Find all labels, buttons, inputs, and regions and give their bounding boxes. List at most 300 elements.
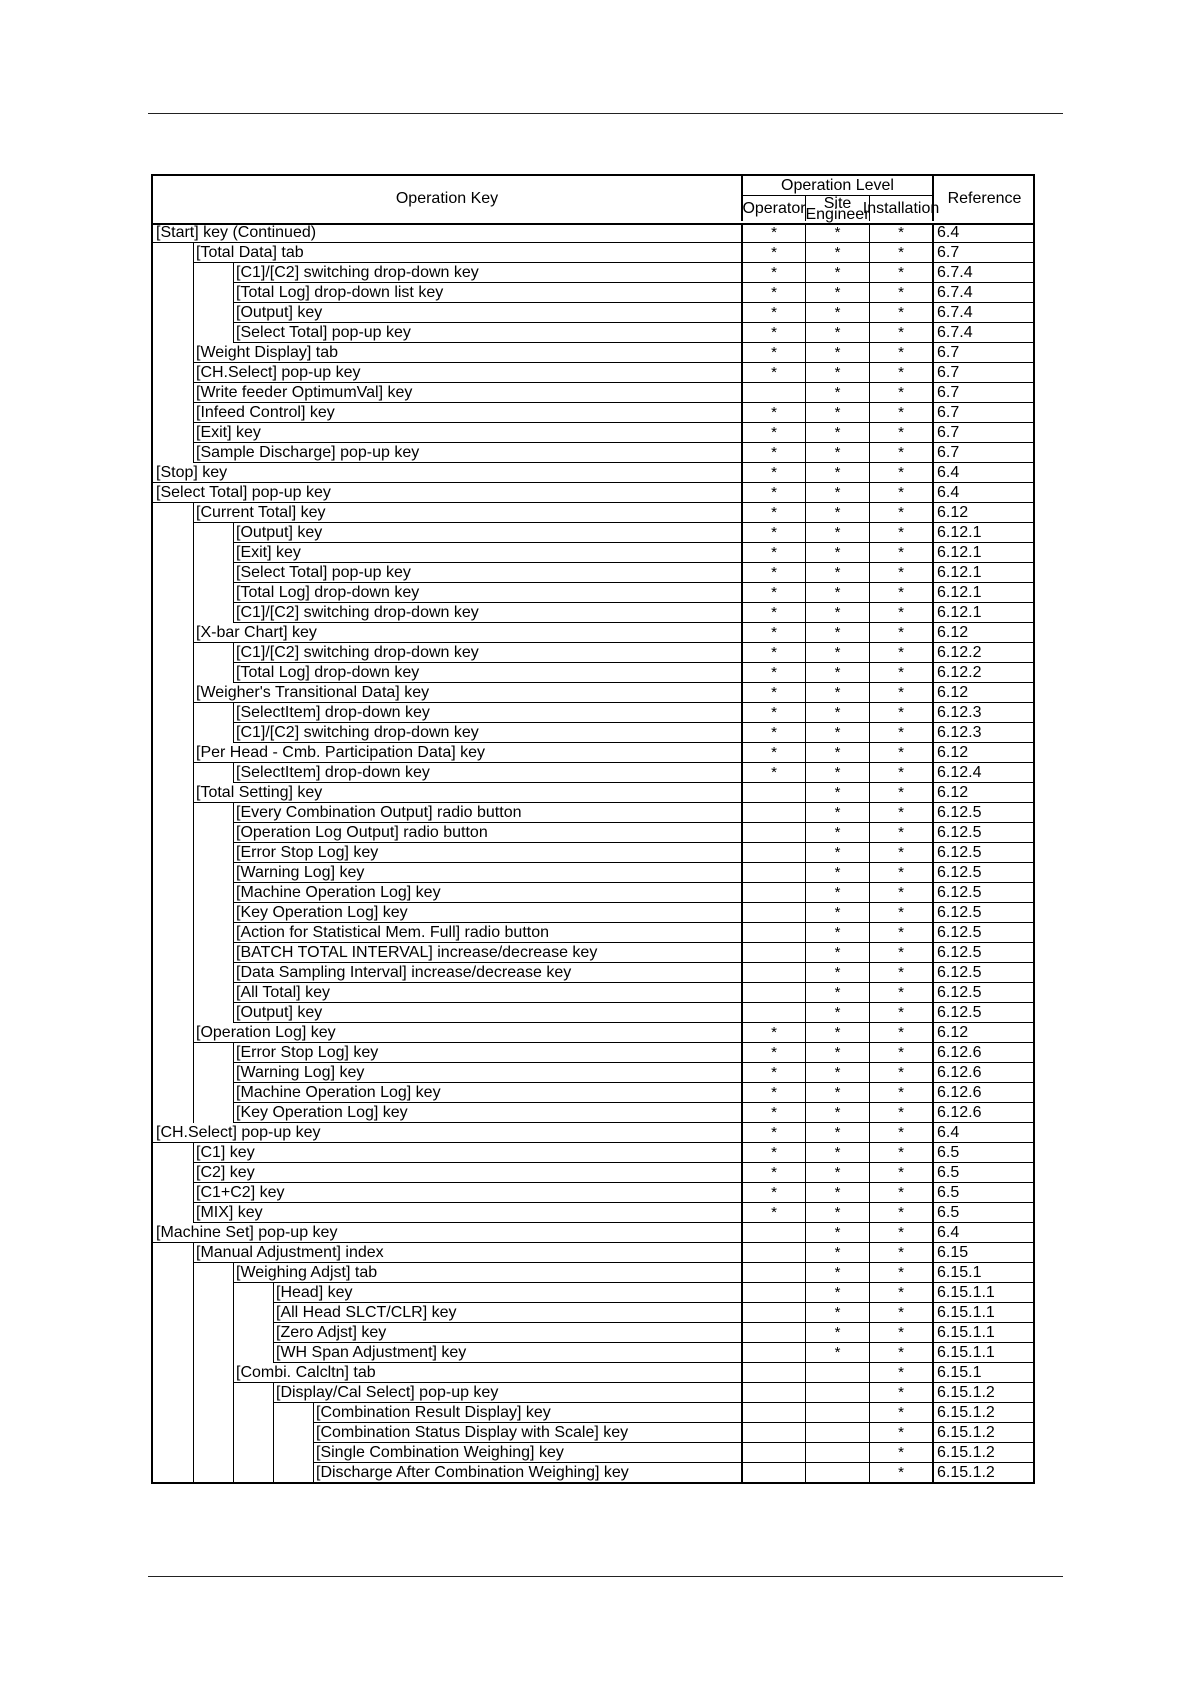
table-row: [153, 1383, 1033, 1403]
table-row: [153, 383, 1033, 403]
installation-level-cell: *: [870, 323, 934, 343]
reference-cell: 6.12.3: [934, 703, 1035, 723]
reference-cell: 6.15.1.2: [934, 1443, 1035, 1463]
operation-key-cell: [153, 1123, 743, 1143]
table-row: [153, 283, 1033, 303]
operation-key-label: [All Head SLCT/CLR] key: [273, 1303, 741, 1323]
operation-key-cell: [153, 543, 743, 563]
reference-cell: 6.12.1: [934, 543, 1035, 563]
indent-guide: [193, 1043, 194, 1063]
operator-level-cell: *: [743, 443, 806, 463]
site-engineer-level-cell: *: [806, 303, 870, 323]
operator-level-cell: *: [743, 1123, 806, 1143]
installation-level-cell: *: [870, 1003, 934, 1023]
table-row: [153, 603, 1033, 623]
reference-cell: 6.15.1: [934, 1263, 1035, 1283]
indent-guide: [193, 1103, 194, 1123]
operation-key-label: [Data Sampling Interval] increase/decrease key: [233, 963, 741, 983]
site-engineer-level-cell: *: [806, 1143, 870, 1163]
operation-key-cell: [153, 663, 743, 683]
operation-key-cell: [153, 263, 743, 283]
reference-cell: 6.12: [934, 1023, 1035, 1043]
site-engineer-level-cell: [806, 1423, 870, 1443]
reference-cell: 6.12.2: [934, 643, 1035, 663]
operation-key-cell: [153, 443, 743, 463]
operation-key-label: [Start] key (Continued): [153, 223, 741, 243]
operation-key-cell: [153, 763, 743, 783]
operator-level-cell: *: [743, 483, 806, 503]
table-row: [153, 1123, 1033, 1143]
operation-key-cell: [153, 343, 743, 363]
reference-cell: 6.5: [934, 1143, 1035, 1163]
operation-key-label: [MIX] key: [193, 1203, 741, 1223]
table-row: [153, 1263, 1033, 1283]
site-engineer-level-cell: *: [806, 943, 870, 963]
reference-cell: 6.15.1.1: [934, 1323, 1035, 1343]
indent-guide: [193, 1003, 194, 1023]
reference-cell: 6.12.5: [934, 843, 1035, 863]
table-row: [153, 583, 1033, 603]
indent-guide: [193, 723, 194, 743]
operation-key-cell: [153, 1263, 743, 1283]
table-row: [153, 743, 1033, 763]
site-engineer-level-cell: *: [806, 683, 870, 703]
installation-level-cell: *: [870, 303, 934, 323]
operation-key-cell: [153, 943, 743, 963]
site-engineer-level-cell: [806, 1463, 870, 1483]
installation-level-cell: *: [870, 383, 934, 403]
operation-key-label: [Select Total] pop-up key: [233, 323, 741, 343]
operator-level-cell: *: [743, 1103, 806, 1123]
operation-key-cell: [153, 303, 743, 323]
reference-cell: 6.12.3: [934, 723, 1035, 743]
operator-level-cell: [743, 1003, 806, 1023]
installation-level-cell: *: [870, 923, 934, 943]
operator-level-cell: *: [743, 543, 806, 563]
operator-level-cell: [743, 783, 806, 803]
operator-level-cell: [743, 823, 806, 843]
table-row: [153, 803, 1033, 823]
installation-level-cell: *: [870, 643, 934, 663]
site-engineer-level-cell: *: [806, 703, 870, 723]
table-row: [153, 1023, 1033, 1043]
installation-level-cell: *: [870, 1023, 934, 1043]
reference-cell: 6.12.6: [934, 1083, 1035, 1103]
reference-cell: 6.12.5: [934, 923, 1035, 943]
table-row: [153, 923, 1033, 943]
installation-level-cell: *: [870, 763, 934, 783]
operation-key-label: [Total Log] drop-down key: [233, 663, 741, 683]
table-row: [153, 1083, 1033, 1103]
table-row: [153, 863, 1033, 883]
reference-cell: 6.7.4: [934, 263, 1035, 283]
table-row: [153, 1163, 1033, 1183]
table-row: [153, 1003, 1033, 1023]
table-row: [153, 1403, 1033, 1423]
reference-cell: 6.12: [934, 783, 1035, 803]
operation-key-label: [Combination Result Display] key: [313, 1403, 741, 1423]
reference-cell: 6.12: [934, 623, 1035, 643]
table-row: [153, 343, 1033, 363]
indent-guide: [193, 803, 194, 823]
operator-level-cell: [743, 383, 806, 403]
table-row: [153, 643, 1033, 663]
reference-cell: 6.7.4: [934, 323, 1035, 343]
site-engineer-level-cell: *: [806, 443, 870, 463]
installation-level-cell: *: [870, 443, 934, 463]
operation-key-cell: [153, 723, 743, 743]
operation-key-cell: [153, 503, 743, 523]
installation-level-cell: *: [870, 663, 934, 683]
reference-cell: 6.15.1.2: [934, 1423, 1035, 1443]
indent-guide: [193, 283, 194, 303]
operation-key-cell: [153, 423, 743, 443]
table-row: [153, 1223, 1033, 1243]
installation-level-cell: *: [870, 1423, 934, 1443]
table-row: [153, 1143, 1033, 1163]
site-engineer-level-cell: *: [806, 1203, 870, 1223]
operator-level-cell: *: [743, 323, 806, 343]
reference-cell: 6.12.1: [934, 583, 1035, 603]
site-engineer-level-cell: *: [806, 743, 870, 763]
operation-key-label: [Action for Statistical Mem. Full] radio button: [233, 923, 741, 943]
reference-cell: 6.12.5: [934, 883, 1035, 903]
operation-key-label: [Combination Status Display with Scale] key: [313, 1423, 741, 1443]
operation-key-label: [Total Log] drop-down list key: [233, 283, 741, 303]
site-engineer-level-cell: [806, 1443, 870, 1463]
operation-key-label: [C1]/[C2] switching drop-down key: [233, 643, 741, 663]
installation-level-cell: *: [870, 903, 934, 923]
operator-level-cell: *: [743, 683, 806, 703]
reference-cell: 6.7: [934, 443, 1035, 463]
installation-level-cell: *: [870, 423, 934, 443]
site-engineer-level-cell: *: [806, 383, 870, 403]
operation-key-label: [Total Data] tab: [193, 243, 741, 263]
operation-key-cell: [153, 583, 743, 603]
installation-level-cell: *: [870, 1383, 934, 1403]
site-engineer-level-cell: *: [806, 1023, 870, 1043]
indent-guide: [193, 263, 194, 283]
site-engineer-level-cell: *: [806, 1343, 870, 1363]
table-row: [153, 763, 1033, 783]
operation-key-cell: [153, 563, 743, 583]
operation-key-label: [Output] key: [233, 303, 741, 323]
reference-cell: 6.7: [934, 343, 1035, 363]
installation-level-cell: *: [870, 503, 934, 523]
site-engineer-level-cell: *: [806, 263, 870, 283]
operation-key-cell: [153, 1143, 743, 1163]
operation-key-cell: [153, 843, 743, 863]
site-engineer-level-cell: *: [806, 1183, 870, 1203]
installation-level-cell: *: [870, 1443, 934, 1463]
operation-key-cell: [153, 1223, 743, 1243]
operator-level-cell: *: [743, 1163, 806, 1183]
operator-level-cell: [743, 1323, 806, 1343]
operator-level-cell: [743, 1443, 806, 1463]
operation-key-cell: [153, 623, 743, 643]
header-site-engineer: Site Engineer: [805, 194, 870, 223]
header-operator: Operator: [743, 196, 806, 221]
site-engineer-level-cell: *: [806, 1283, 870, 1303]
table-row: [153, 483, 1033, 503]
indent-guide: [193, 643, 194, 663]
installation-level-cell: *: [870, 603, 934, 623]
table-row: [153, 903, 1033, 923]
table-row: [153, 323, 1033, 343]
operator-level-cell: *: [743, 523, 806, 543]
operation-key-label: [BATCH TOTAL INTERVAL] increase/decrease key: [233, 943, 741, 963]
site-engineer-level-cell: *: [806, 1243, 870, 1263]
operator-level-cell: *: [743, 603, 806, 623]
operator-level-cell: *: [743, 263, 806, 283]
operation-key-label: [CH.Select] pop-up key: [153, 1123, 741, 1143]
installation-level-cell: *: [870, 1043, 934, 1063]
operation-key-cell: [153, 323, 743, 343]
reference-cell: 6.12.6: [934, 1063, 1035, 1083]
reference-cell: 6.12.5: [934, 963, 1035, 983]
indent-guide: [193, 703, 194, 723]
operator-level-cell: [743, 1363, 806, 1383]
reference-cell: 6.4: [934, 483, 1035, 503]
operator-level-cell: [743, 1283, 806, 1303]
installation-level-cell: *: [870, 623, 934, 643]
operator-level-cell: *: [743, 1023, 806, 1043]
operator-level-cell: [743, 1463, 806, 1483]
operation-key-cell: [153, 863, 743, 883]
header-operation-level: Operation Level: [743, 176, 934, 196]
operator-level-cell: [743, 843, 806, 863]
installation-level-cell: *: [870, 1203, 934, 1223]
table-row: [153, 503, 1033, 523]
operation-key-cell: [153, 923, 743, 943]
indent-guide: [193, 1323, 194, 1343]
operation-key-label: [C1]/[C2] switching drop-down key: [233, 603, 741, 623]
operation-key-cell: [153, 283, 743, 303]
operation-key-label: [All Total] key: [233, 983, 741, 1003]
operator-level-cell: *: [743, 703, 806, 723]
operator-level-cell: [743, 863, 806, 883]
installation-level-cell: *: [870, 703, 934, 723]
operation-key-cell: [153, 223, 743, 243]
operator-level-cell: *: [743, 1043, 806, 1063]
site-engineer-level-cell: *: [806, 1223, 870, 1243]
operation-key-cell: [153, 463, 743, 483]
reference-cell: 6.4: [934, 1223, 1035, 1243]
table-row: [153, 1103, 1033, 1123]
site-engineer-level-cell: *: [806, 863, 870, 883]
site-engineer-level-cell: *: [806, 1043, 870, 1063]
site-engineer-level-cell: *: [806, 363, 870, 383]
indent-guide: [193, 1403, 194, 1423]
operation-key-cell: [153, 243, 743, 263]
installation-level-cell: *: [870, 783, 934, 803]
indent-guide: [233, 1283, 234, 1303]
table-row: [153, 1203, 1033, 1223]
operation-key-cell: [153, 523, 743, 543]
indent-guide: [193, 543, 194, 563]
operation-key-label: [Operation Log Output] radio button: [233, 823, 741, 843]
reference-cell: 6.5: [934, 1203, 1035, 1223]
operation-key-label: [Infeed Control] key: [193, 403, 741, 423]
reference-cell: 6.12.5: [934, 903, 1035, 923]
indent-guide: [193, 303, 194, 323]
table-row: [153, 543, 1033, 563]
table-row: [153, 423, 1033, 443]
installation-level-cell: *: [870, 463, 934, 483]
site-engineer-level-cell: *: [806, 763, 870, 783]
operation-key-cell: [153, 1323, 743, 1343]
site-engineer-level-cell: *: [806, 783, 870, 803]
operation-key-label: [Stop] key: [153, 463, 741, 483]
operation-key-cell: [153, 883, 743, 903]
operator-level-cell: *: [743, 243, 806, 263]
reference-cell: 6.15.1: [934, 1363, 1035, 1383]
operation-key-label: [Total Log] drop-down key: [233, 583, 741, 603]
indent-guide: [193, 323, 194, 343]
site-engineer-level-cell: *: [806, 223, 870, 243]
table-row: [153, 783, 1033, 803]
site-engineer-level-cell: [806, 1383, 870, 1403]
indent-guide: [193, 1303, 194, 1323]
site-engineer-level-cell: *: [806, 823, 870, 843]
site-engineer-level-cell: *: [806, 1263, 870, 1283]
operation-key-cell: [153, 823, 743, 843]
site-engineer-level-cell: *: [806, 903, 870, 923]
operation-key-label: [Exit] key: [193, 423, 741, 443]
operation-key-label: [C1] key: [193, 1143, 741, 1163]
table-row: [153, 1423, 1033, 1443]
installation-level-cell: *: [870, 1143, 934, 1163]
table-row: [153, 1363, 1033, 1383]
reference-cell: 6.5: [934, 1163, 1035, 1183]
indent-guide: [273, 1423, 274, 1443]
site-engineer-level-cell: *: [806, 1063, 870, 1083]
reference-cell: 6.12.6: [934, 1043, 1035, 1063]
operator-level-cell: *: [743, 1183, 806, 1203]
operation-key-cell: [153, 483, 743, 503]
reference-cell: 6.7.4: [934, 303, 1035, 323]
installation-level-cell: *: [870, 1283, 934, 1303]
page-footer-rule: [148, 1576, 1063, 1577]
indent-guide: [233, 1343, 234, 1363]
reference-cell: 6.7: [934, 403, 1035, 423]
installation-level-cell: *: [870, 883, 934, 903]
installation-level-cell: *: [870, 963, 934, 983]
operation-key-cell: [153, 1203, 743, 1223]
reference-cell: 6.12.1: [934, 523, 1035, 543]
operator-level-cell: *: [743, 563, 806, 583]
indent-guide: [193, 603, 194, 623]
installation-level-cell: *: [870, 523, 934, 543]
reference-cell: 6.7: [934, 243, 1035, 263]
indent-guide: [193, 1063, 194, 1083]
operation-key-label: [C1+C2] key: [193, 1183, 741, 1203]
site-engineer-level-cell: *: [806, 1323, 870, 1343]
operator-level-cell: *: [743, 583, 806, 603]
operation-key-cell: [153, 963, 743, 983]
operation-key-label: [Write feeder OptimumVal] key: [193, 383, 741, 403]
table-row: [153, 943, 1033, 963]
operator-level-cell: *: [743, 623, 806, 643]
operator-level-cell: *: [743, 643, 806, 663]
installation-level-cell: *: [870, 223, 934, 243]
reference-cell: 6.4: [934, 1123, 1035, 1143]
indent-guide: [193, 883, 194, 903]
table-row: [153, 663, 1033, 683]
operator-level-cell: *: [743, 1143, 806, 1163]
indent-guide: [193, 763, 194, 783]
installation-level-cell: *: [870, 1363, 934, 1383]
site-engineer-level-cell: *: [806, 583, 870, 603]
reference-cell: 6.12.1: [934, 603, 1035, 623]
table-row: [153, 1443, 1033, 1463]
installation-level-cell: *: [870, 543, 934, 563]
installation-level-cell: *: [870, 723, 934, 743]
operator-level-cell: *: [743, 343, 806, 363]
operation-key-label: [Error Stop Log] key: [233, 1043, 741, 1063]
operation-key-label: [Display/Cal Select] pop-up key: [273, 1383, 741, 1403]
reference-cell: 6.12.5: [934, 803, 1035, 823]
site-engineer-level-cell: [806, 1363, 870, 1383]
table-row: [153, 263, 1033, 283]
installation-level-cell: *: [870, 243, 934, 263]
operator-level-cell: *: [743, 1203, 806, 1223]
operation-key-cell: [153, 703, 743, 723]
operation-key-cell: [153, 1423, 743, 1443]
operation-key-cell: [153, 1283, 743, 1303]
operation-key-label: [Current Total] key: [193, 503, 741, 523]
table-row: [153, 443, 1033, 463]
installation-level-cell: *: [870, 1183, 934, 1203]
indent-guide: [193, 583, 194, 603]
operation-key-label: [C2] key: [193, 1163, 741, 1183]
operation-key-cell: [153, 643, 743, 663]
installation-level-cell: *: [870, 1223, 934, 1243]
site-engineer-level-cell: *: [806, 1303, 870, 1323]
operation-key-label: [Operation Log] key: [193, 1023, 741, 1043]
operation-key-label: [Weight Display] tab: [193, 343, 741, 363]
operation-key-label: [Head] key: [273, 1283, 741, 1303]
table-row: [153, 403, 1033, 423]
operator-level-cell: *: [743, 423, 806, 443]
operation-key-table: [151, 174, 1035, 1484]
reference-cell: 6.15.1.1: [934, 1283, 1035, 1303]
site-engineer-level-cell: *: [806, 283, 870, 303]
indent-guide: [193, 1383, 194, 1403]
operation-key-label: [Error Stop Log] key: [233, 843, 741, 863]
site-engineer-level-cell: [806, 1403, 870, 1423]
table-row: [153, 843, 1033, 863]
header-operation-key: Operation Key: [153, 176, 743, 221]
site-engineer-level-cell: *: [806, 243, 870, 263]
indent-guide: [193, 1083, 194, 1103]
indent-guide: [233, 1463, 234, 1483]
operation-key-cell: [153, 1023, 743, 1043]
site-engineer-level-cell: *: [806, 643, 870, 663]
operation-key-cell: [153, 1343, 743, 1363]
indent-guide: [193, 983, 194, 1003]
operation-key-cell: [153, 783, 743, 803]
installation-level-cell: *: [870, 283, 934, 303]
operator-level-cell: [743, 1263, 806, 1283]
installation-level-cell: *: [870, 1263, 934, 1283]
reference-cell: 6.12.5: [934, 863, 1035, 883]
operator-level-cell: *: [743, 283, 806, 303]
installation-level-cell: *: [870, 843, 934, 863]
installation-level-cell: *: [870, 1303, 934, 1323]
operation-key-cell: [153, 1463, 743, 1483]
header-installation: Installation: [870, 196, 934, 221]
